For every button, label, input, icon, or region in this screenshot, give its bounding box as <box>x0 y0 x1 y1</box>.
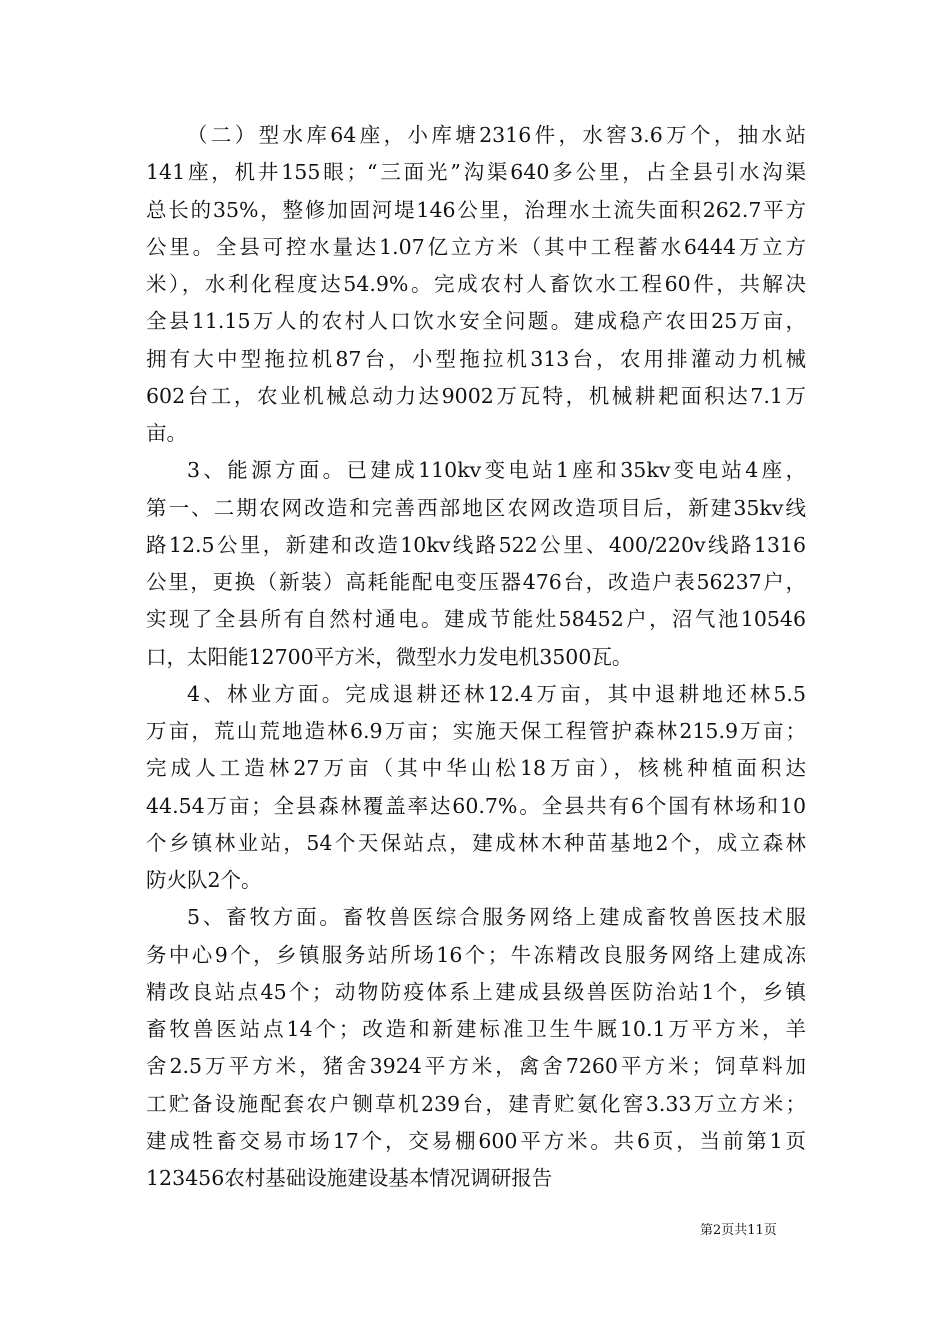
text-line: 舍2.5万平方米，猪舍3924平方米，禽舍7260平方米；饲草料加 <box>146 1054 806 1079</box>
document-body <box>146 117 806 1197</box>
text-line: 公里。全县可控水量达1.07亿立方米（其中工程蓄水6444万立方 <box>146 234 806 259</box>
text-line: 万亩，荒山荒地造林6.9万亩；实施天保工程管护森林215.9万亩； <box>146 719 806 743</box>
text-line: 总长的35%，整修加固河堤146公里，治理水土流失面积262.7平方 <box>146 197 806 222</box>
text-line: 实现了全县所有自然村通电。建成节能灶58452户，沼气池10546 <box>146 607 806 632</box>
text-line: 路12.5公里，新建和改造10kv线路522公里、400/220v线路1316 <box>146 532 806 557</box>
text-line: 5、畜牧方面。畜牧兽医综合服务网络上建成畜牧兽医技术服 <box>187 905 806 930</box>
page-number: 第2页共11页 <box>700 1223 777 1238</box>
text-line: 畜牧兽医站点14个；改造和新建标准卫生牛厩10.1万平方米，羊 <box>146 1017 806 1041</box>
text-line: 全县11.15万人的农村人口饮水安全问题。建成稳产农田25万亩， <box>146 309 806 334</box>
text-line: 拥有大中型拖拉机87台，小型拖拉机313台，农用排灌动力机械 <box>146 346 806 371</box>
text-line: 公里，更换（新装）高耗能配电变压器476台，改造户表56237户， <box>146 570 806 594</box>
text-line: 第一、二期农网改造和完善西部地区农网改造项目后，新建35kv线 <box>146 495 806 520</box>
text-line: 防火队2个。 <box>146 868 262 892</box>
text-line: 亩。 <box>146 421 187 445</box>
text-line: 工贮备设施配套农户铡草机239台，建青贮氨化窖3.33万立方米； <box>146 1091 806 1116</box>
text-line: 4、林业方面。完成退耕还林12.4万亩，其中退耕地还林5.5 <box>187 681 806 706</box>
text-line: 602台工，农业机械总动力达9002万瓦特，机械耕耙面积达7.1万 <box>146 383 806 408</box>
text-line: 建成牲畜交易市场17个，交易棚600平方米。共6页，当前第1页 <box>146 1128 806 1153</box>
page-footer <box>700 1222 777 1240</box>
text-line: 口，太阳能12700平方米，微型水力发电机3500瓦。 <box>146 644 633 669</box>
text-line: 精改良站点45个；动物防疫体系上建成县级兽医防治站1个，乡镇 <box>146 979 806 1004</box>
text-line: 个乡镇林业站，54个天保站点，建成林木种苗基地2个，成立森林 <box>146 830 806 855</box>
text-line: 141座，机井155眼；“三面光”沟渠640多公里，占全县引水沟渠 <box>146 160 806 185</box>
text-line: 3、能源方面。已建成110kv变电站1座和35kv变电站4座， <box>187 458 806 483</box>
text-line: （二）型水库64座，小库塘2316件，水窖3.6万个，抽水站 <box>187 123 806 147</box>
text-line: 务中心9个，乡镇服务站所场16个；牛冻精改良服务网络上建成冻 <box>146 942 806 967</box>
text-line: 123456农村基础设施建设基本情况调研报告 <box>146 1166 553 1190</box>
text-line: 完成人工造林27万亩（其中华山松18万亩），核桃种植面积达 <box>146 756 806 781</box>
text-line: 44.54万亩；全县森林覆盖率达60.7%。全县共有6个国有林场和10 <box>146 793 806 818</box>
text-line: 米），水利化程度达54.9%。完成农村人畜饮水工程60件，共解决 <box>146 272 806 296</box>
